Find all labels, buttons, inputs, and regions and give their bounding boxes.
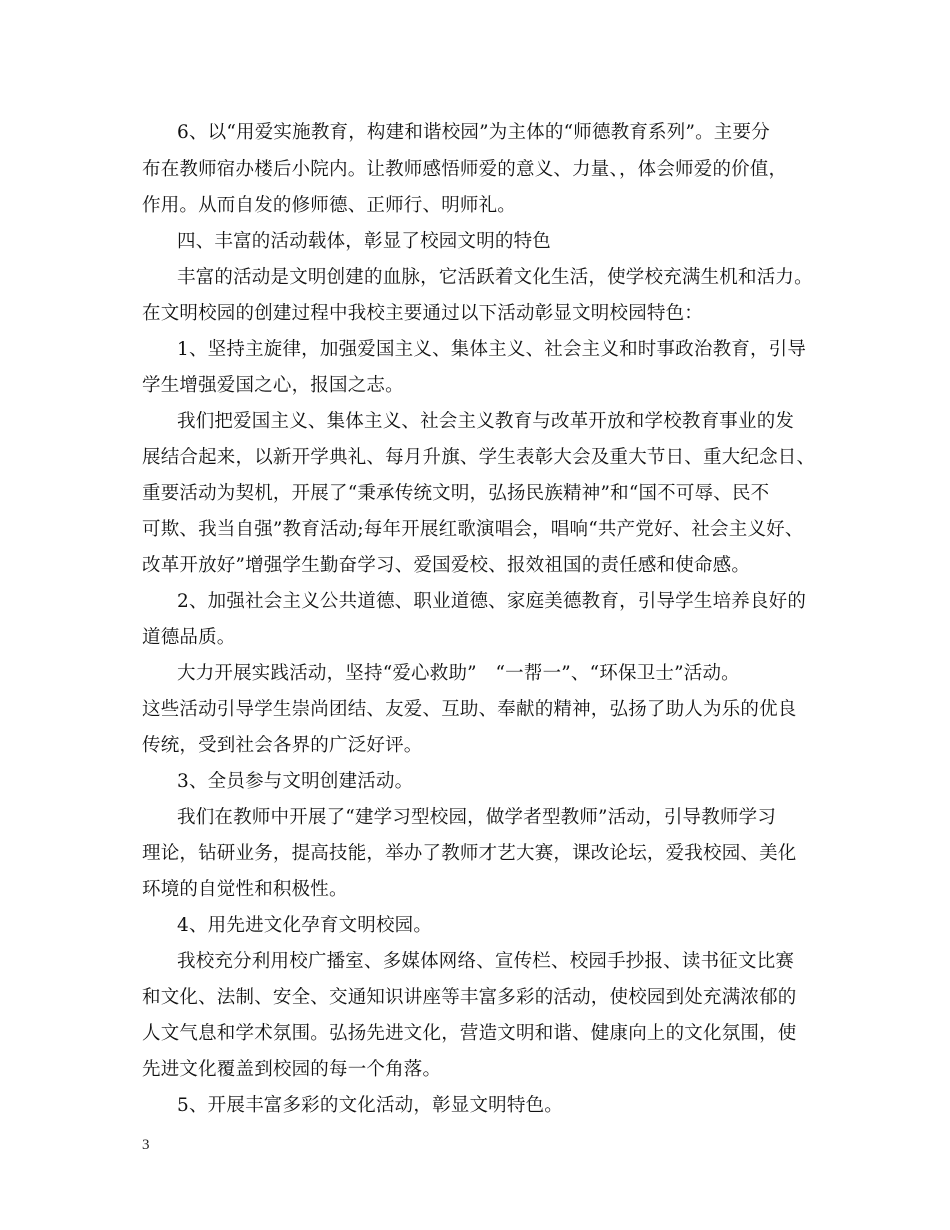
text-line: 我校充分利用校广播室、多媒体网络、宣传栏、校园手抄报、读书征文比赛: [177, 951, 795, 972]
text-line: 我们在教师中开展了“建学习型校园，做学者型教师”活动，引导教师学习: [177, 807, 777, 828]
text-line: 重要活动为契机，开展了“秉承传统文明，弘扬民族精神”和“国不可辱、民不: [142, 483, 770, 504]
text-line: 在文明校园的创建过程中我校主要通过以下活动彰显文明校园特色：: [142, 303, 704, 324]
text-line: 5、开展丰富多彩的文化活动，彰显文明特色。: [177, 1095, 563, 1116]
text-line: 改革开放好”增强学生勤奋学习、爱国爱校、报效祖国的责任感和使命感。: [142, 555, 751, 576]
text-line: 丰富的活动是文明创建的血脉，它活跃着文化生活，使学校充满生机和活力。: [177, 267, 813, 288]
page-number: 3: [142, 1137, 150, 1153]
text-line: 四、丰富的活动载体，彰显了校园文明的特色: [177, 231, 552, 252]
text-line: 和文化、法制、安全、交通知识讲座等丰富多彩的活动，使校园到处充满浓郁的: [142, 987, 797, 1008]
text-line: 布在教师宿办楼后小院内。让教师感悟师爱的意义、力量、，体会师爱的价值，: [142, 159, 788, 180]
text-line: 理论，钻研业务，提高技能，举办了教师才艺大赛，课改论坛，爱我校园、美化: [142, 843, 797, 864]
text-line: 展结合起来，以新开学典礼、每月升旗、学生表彰大会及重大节日、重大纪念日、: [142, 447, 816, 468]
text-line: 1、坚持主旋律，加强爱国主义、集体主义、社会主义和时事政治教育，引导: [177, 339, 807, 360]
text-line: 环境的自觉性和积极性。: [142, 879, 348, 900]
text-line: 3、全员参与文明创建活动。: [177, 771, 414, 792]
text-line: 2、加强社会主义公共道德、职业道德、家庭美德教育，引导学生培养良好的: [177, 591, 807, 612]
text-line: 道德品质。: [142, 627, 236, 648]
text-line: 可欺、我当自强”教育活动;每年开展红歌演唱会，唱响“共产党好、社会主义好、: [142, 519, 804, 540]
text-line: 我们把爱国主义、集体主义、社会主义教育与改革开放和学校教育事业的发: [177, 411, 795, 432]
text-line: 学生增强爱国之心，报国之志。: [142, 375, 404, 396]
text-line: 传统，受到社会各界的广泛好评。: [142, 735, 423, 756]
text-line: 大力开展实践活动，坚持“爱心救助” “一帮一”、“环保卫士”活动。: [177, 663, 740, 684]
text-line: 作用。从而自发的修师德、正师行、明师礼。: [142, 195, 517, 216]
text-line: 4、用先进文化孕育文明校园。: [177, 915, 433, 936]
text-line: 先进文化覆盖到校园的每一个角落。: [142, 1059, 442, 1080]
text-line: 这些活动引导学生崇尚团结、友爱、互助、奉献的精神，弘扬了助人为乐的优良: [142, 699, 797, 720]
text-line: 6、以“用爱实施教育，构建和谐校园”为主体的“师德教育系列”。主要分: [177, 122, 770, 143]
text-line: 人文气息和学术氛围。弘扬先进文化，营造文明和谐、健康向上的文化氛围，使: [142, 1023, 797, 1044]
